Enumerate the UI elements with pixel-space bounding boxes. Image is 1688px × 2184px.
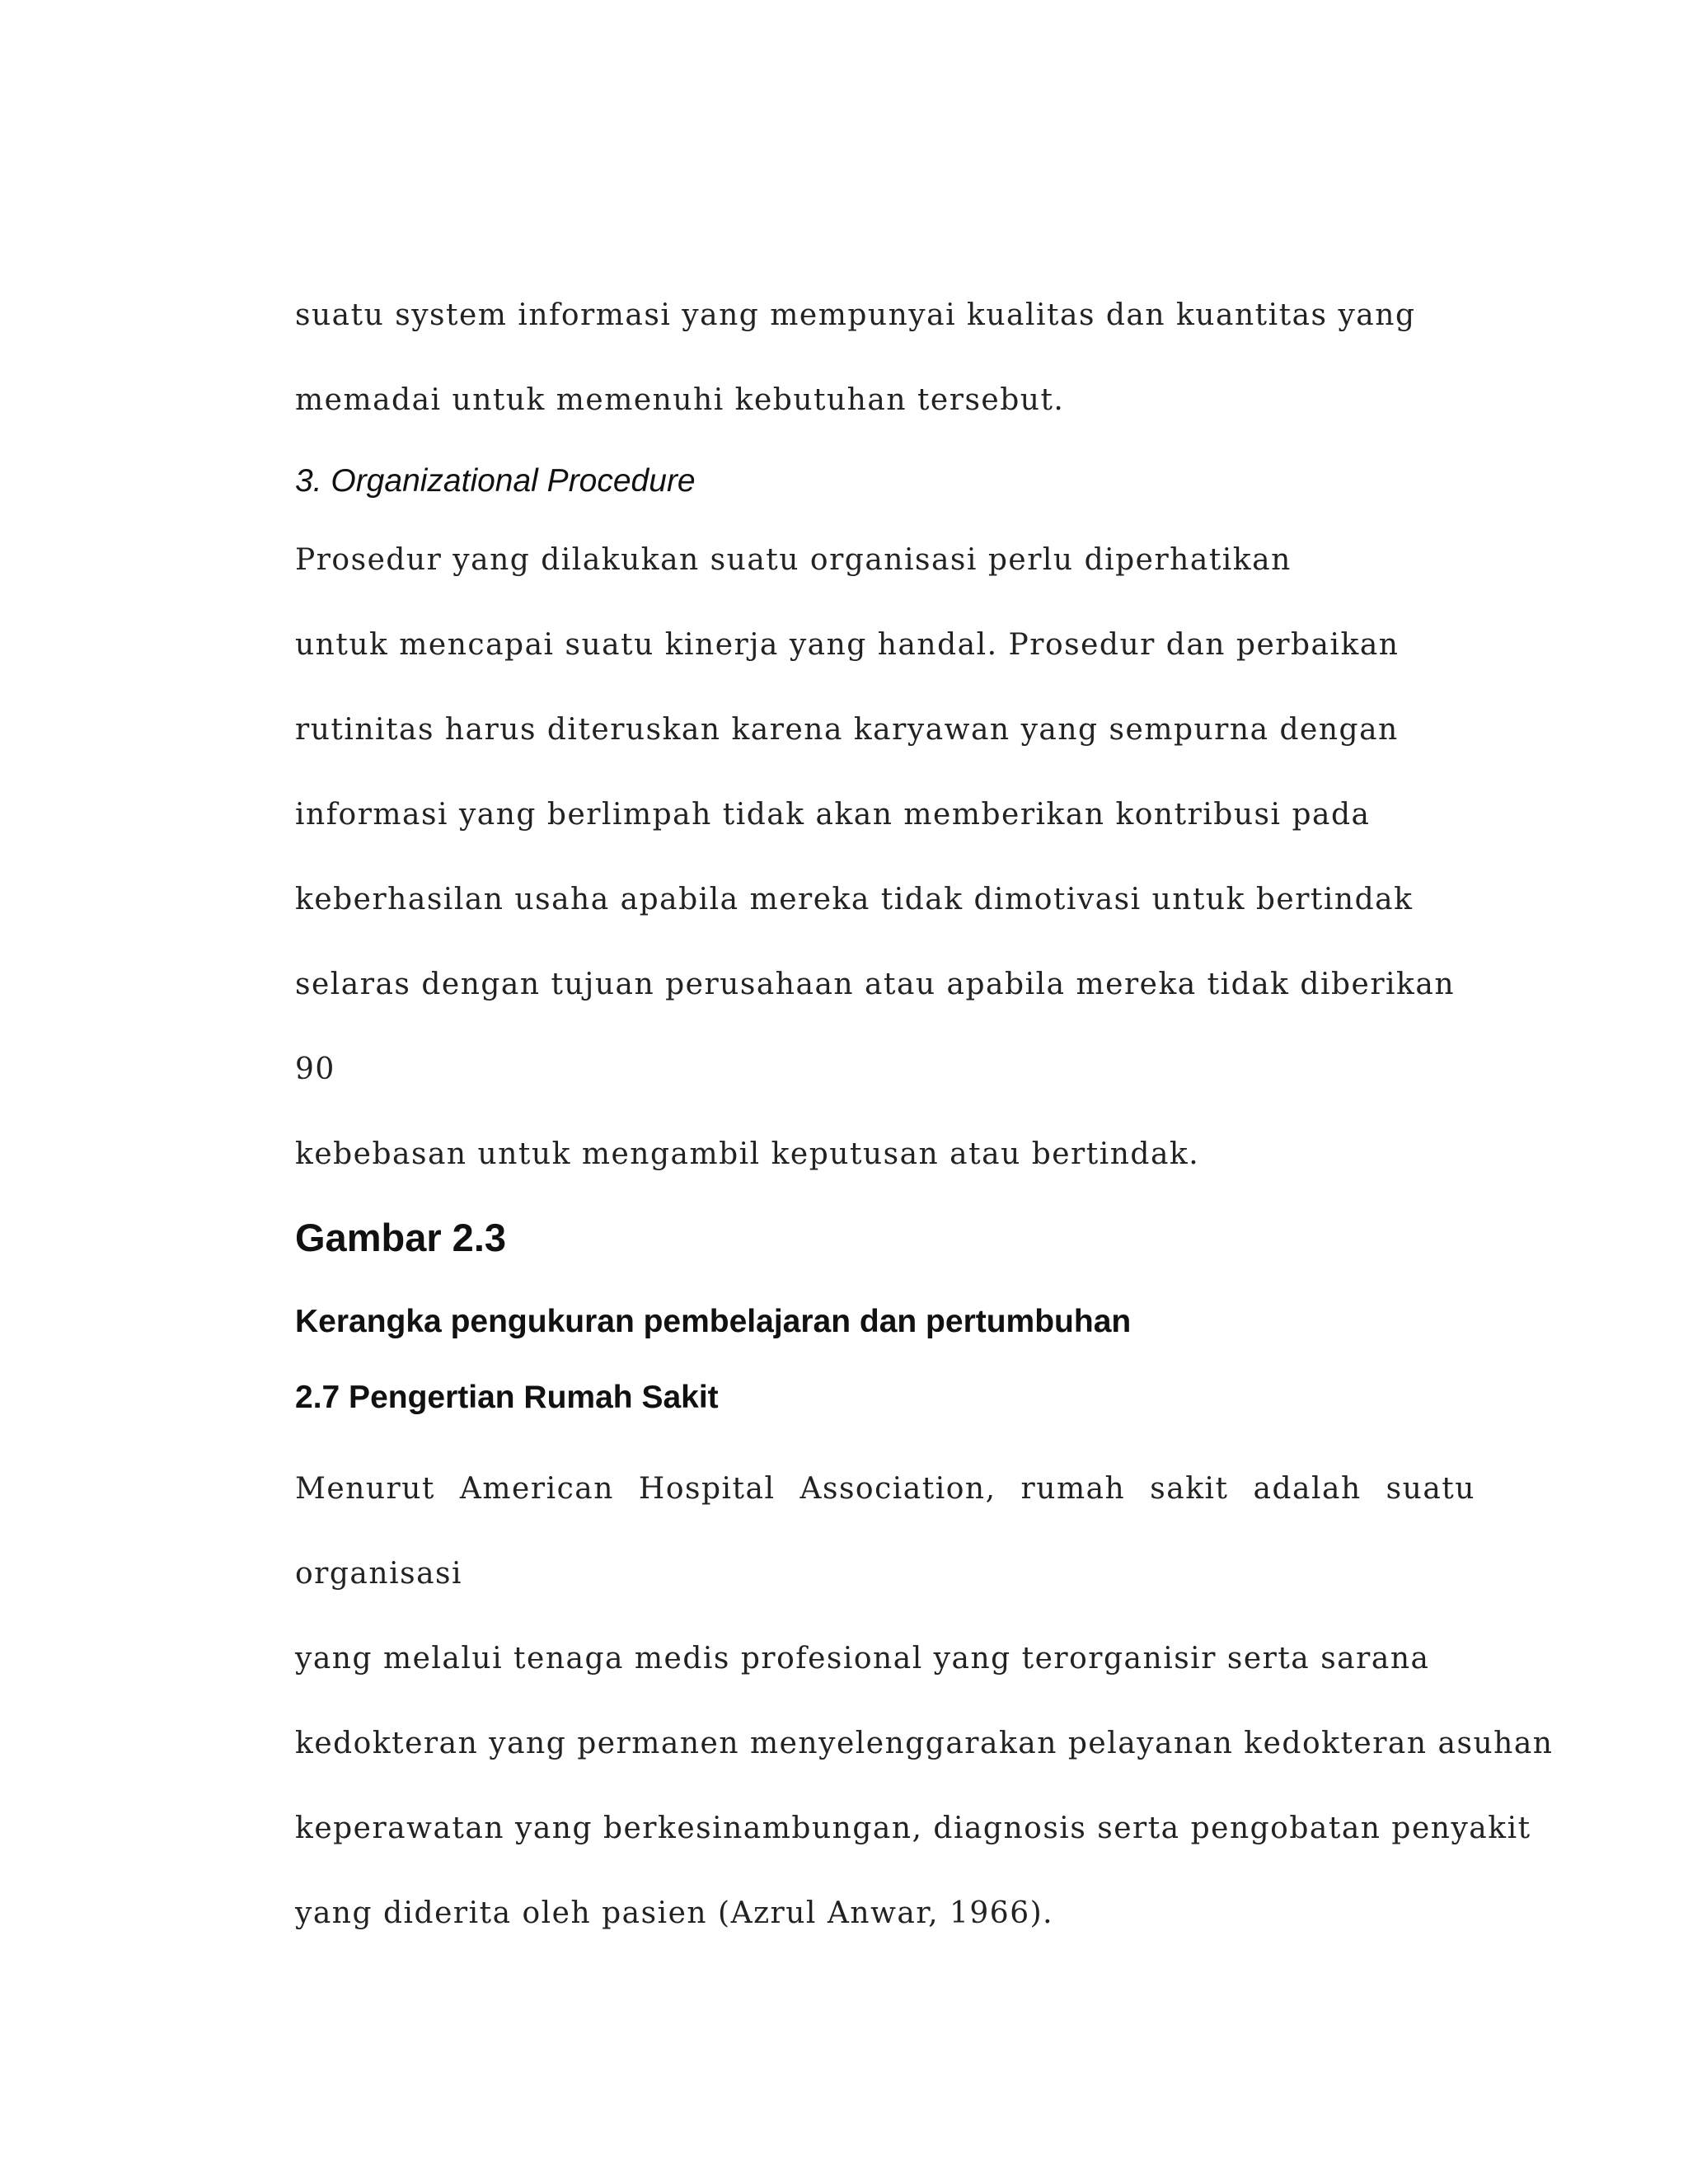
- word: rumah: [1020, 1472, 1126, 1506]
- paragraph-line: suatu system informasi yang mempunyai kualitas dan kuantitas yang: [295, 298, 1416, 332]
- paragraph-line: selaras dengan tujuan perusahaan atau apabila mereka tidak diberikan: [295, 968, 1456, 1001]
- word: suatu: [1386, 1472, 1475, 1506]
- subheading-organizational-procedure: 3. Organizational Procedure: [295, 463, 696, 499]
- paragraph-line: untuk mencapai suatu kinerja yang handal. Prosedur dan perbaikan: [295, 628, 1400, 662]
- paragraph-line: informasi yang berlimpah tidak akan memberikan kontribusi pada: [295, 798, 1371, 832]
- word: sakit: [1150, 1472, 1229, 1506]
- word: Hospital: [638, 1472, 776, 1506]
- paragraph-line: Prosedur yang dilakukan suatu organisasi perlu diperhatikan: [295, 543, 1292, 577]
- section-heading: 2.7 Pengertian Rumah Sakit: [295, 1380, 719, 1415]
- paragraph-line: keberhasilan usaha apabila mereka tidak dimotivasi untuk bertindak: [295, 883, 1414, 916]
- page-number: 90: [295, 1052, 335, 1086]
- word: adalah: [1253, 1472, 1362, 1506]
- paragraph-line: memadai untuk memenuhi kebutuhan tersebut.: [295, 383, 1065, 417]
- figure-caption: Kerangka pengukuran pembelajaran dan pertumbuhan: [295, 1304, 1132, 1339]
- paragraph-line: yang melalui tenaga medis profesional yang terorganisir serta sarana: [295, 1642, 1430, 1675]
- justified-paragraph-line: [295, 1472, 1475, 1506]
- paragraph-line: organisasi: [295, 1557, 463, 1591]
- word: Menurut: [295, 1472, 435, 1506]
- paragraph-line: kebebasan untuk mengambil keputusan atau bertindak.: [295, 1137, 1200, 1171]
- paragraph-line: kedokteran yang permanen menyelenggarakan pelayanan kedokteran asuhan: [295, 1727, 1554, 1760]
- figure-title: Gambar 2.3: [295, 1216, 507, 1259]
- paragraph-line: keperawatan yang berkesinambungan, diagnosis serta pengobatan penyakit: [295, 1811, 1531, 1845]
- word: Association,: [799, 1472, 996, 1506]
- word: American: [459, 1472, 614, 1506]
- paragraph-line: yang diderita oleh pasien (Azrul Anwar, 1966).: [295, 1896, 1054, 1930]
- paragraph-line: rutinitas harus diteruskan karena karyawan yang sempurna dengan: [295, 713, 1399, 747]
